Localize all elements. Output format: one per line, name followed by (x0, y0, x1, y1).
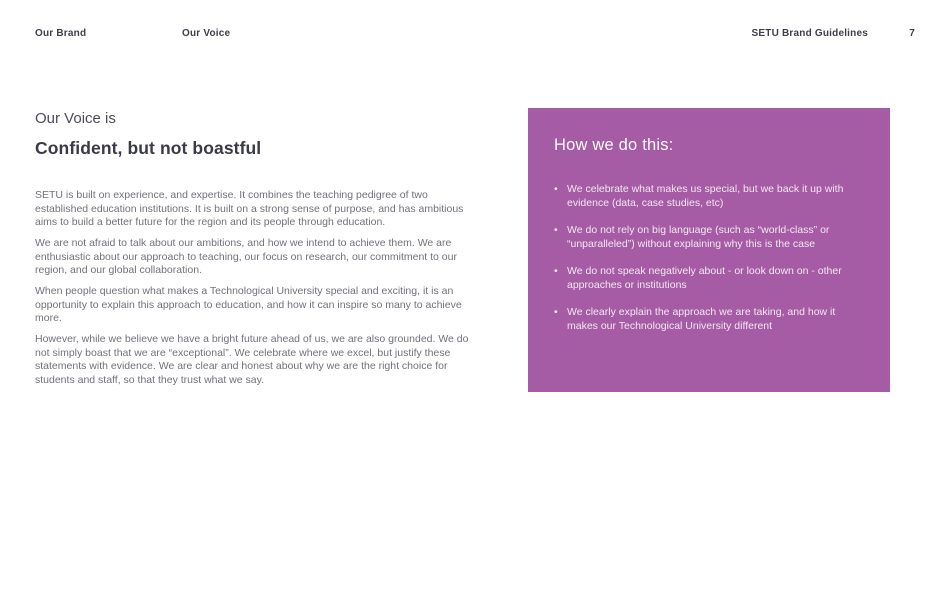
voice-kicker: Our Voice is (35, 110, 116, 127)
header-section-our-voice: Our Voice (182, 28, 231, 39)
panel-bullet: • We celebrate what makes us special, but we back it up with evidence (data, case studies, etc) (554, 182, 864, 210)
voice-body-copy (35, 189, 475, 387)
header-section-our-brand: Our Brand (35, 28, 87, 39)
body-paragraph: However, while we believe we have a bright future ahead of us, we are also grounded. We do not simply boast that we are “exceptional”. We celebrate where we excel, but justify these statements with evidence. We are clear and honest about why we are the right choice for students and staff, so that they trust what we say. (35, 333, 469, 386)
body-paragraph: When people question what makes a Technological University special and exciting, it is an opportunity to explain this approach to education, and how it can inspire so many to achieve more. (35, 285, 462, 324)
panel-title: How we do this: (554, 136, 674, 154)
panel-bullet: • We do not rely on big language (such as “world-class” or “unparalleled”) without explaining why this is the case (554, 223, 864, 251)
voice-headline: Confident, but not boastful (35, 138, 262, 158)
body-paragraph: We are not afraid to talk about our ambitions, and how we intend to achieve them. We are enthusiastic about our approach to teaching, our focus on research, our commitment to our region, and our global collaboration. (35, 237, 457, 276)
panel-bullet-list (554, 182, 864, 333)
panel-bullet: • We clearly explain the approach we are taking, and how it makes our Technological University different (554, 305, 864, 333)
how-we-do-this-panel (528, 108, 890, 392)
panel-bullet: • We do not speak negatively about - or look down on - other approaches or institutions (554, 264, 864, 292)
header-page-number: 7 (909, 28, 915, 39)
body-paragraph: SETU is built on experience, and expertise. It combines the teaching pedigree of two established education institutions. It is built on a strong sense of purpose, and has ambitious aims to build a better future for the region and its people through education. (35, 189, 464, 228)
header-doc-title: SETU Brand Guidelines (751, 28, 868, 39)
main-text-column (35, 110, 475, 395)
